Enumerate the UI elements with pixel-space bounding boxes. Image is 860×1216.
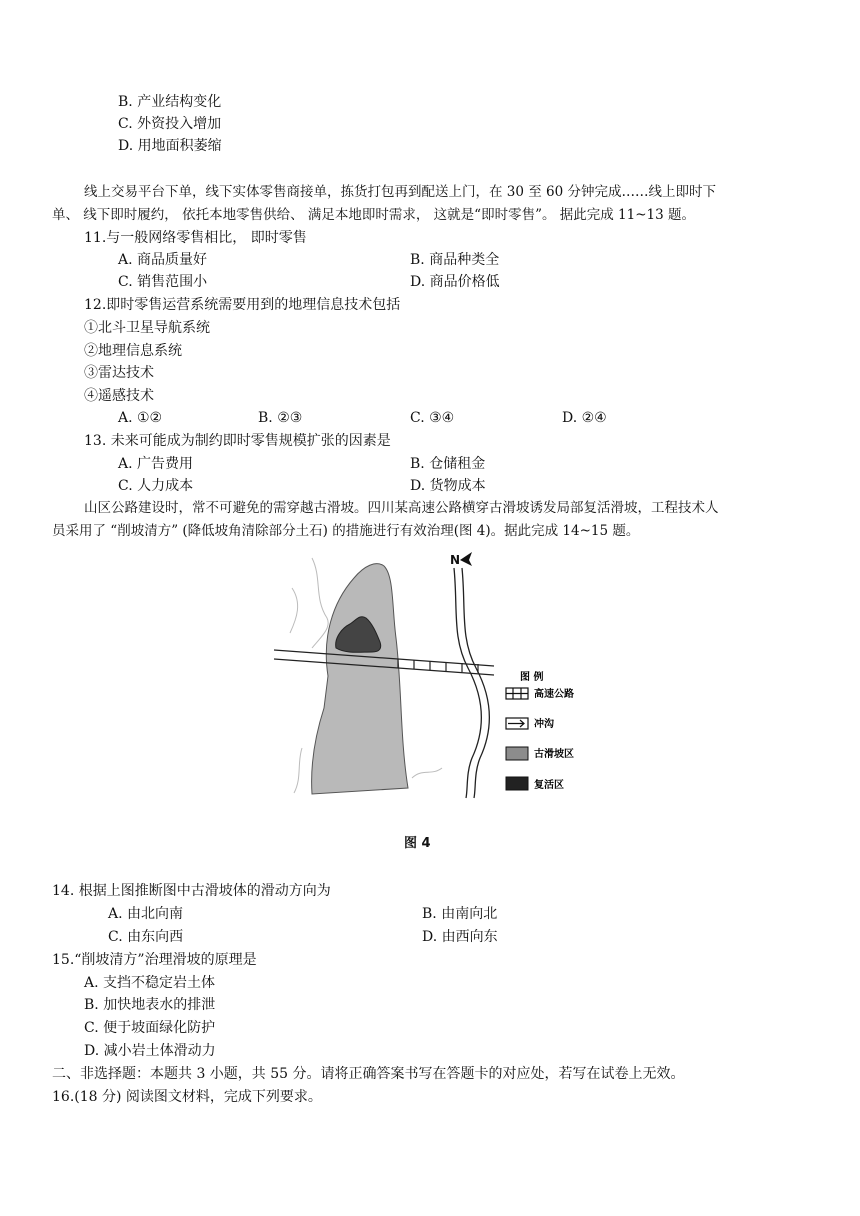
question-14-stem: 14. 根据上图推断图中古滑坡体的滑动方向为	[52, 883, 331, 899]
q13-option-d: D. 货物成本	[410, 478, 486, 494]
q15-option-b: B. 加快地表水的排泄	[84, 997, 216, 1013]
passage2-line2: 员采用了 “削坡清方” (降低坡角清除部分土石) 的措施进行有效治理(图 4)。据此完成 14~15 题。	[52, 523, 640, 539]
q15-option-a: A. 支挡不稳定岩土体	[84, 975, 216, 991]
q11-option-c: C. 销售范围小	[118, 274, 208, 290]
legend	[506, 670, 574, 791]
question-12-stem: 12.即时零售运营系统需要用到的地理信息技术包括	[84, 297, 401, 313]
old-landslide-area	[312, 564, 408, 794]
q13-option-b: B. 仓储租金	[410, 456, 486, 472]
question-11-stem: 11.与一般网络零售相比， 即时零售	[84, 230, 307, 246]
legend-title: 图 例	[520, 672, 544, 683]
figure-caption: 图 4	[404, 836, 431, 851]
legend-revived-label: 复活区	[534, 780, 564, 791]
legend-highway-label: 高速公路	[534, 689, 574, 700]
legend-highway-icon	[506, 688, 528, 699]
q15-option-d: D. 减小岩土体滑动力	[84, 1043, 216, 1059]
q13-option-c: C. 人力成本	[118, 478, 194, 494]
q15-option-c: C. 便于坡面绿化防护	[84, 1020, 216, 1036]
q12-option-a: A. ①②	[118, 410, 163, 426]
landslide-map	[272, 548, 602, 800]
legend-old-slide-swatch	[506, 747, 528, 760]
legend-revived-swatch	[506, 777, 528, 790]
section-2-heading: 二、非选择题：本题共 3 小题，共 55 分。请将正确答案书写在答题卡的对应处，若写在试卷上无效。	[52, 1066, 685, 1082]
q11-option-d: D. 商品价格低	[410, 274, 500, 290]
q14-option-d: D. 由西向东	[422, 929, 498, 945]
question-15-stem: 15.“削坡清方”治理滑坡的原理是	[52, 952, 257, 968]
q12-item-3: ③雷达技术	[84, 365, 154, 381]
legend-old-slide-label: 古滑坡区	[534, 749, 574, 760]
north-arrow-icon	[450, 552, 472, 567]
passage2-line1: 山区公路建设时，常不可避免的需穿越古滑坡。四川某高速公路横穿古滑坡诱发局部复活滑坡，工程技术人	[84, 500, 719, 516]
q12-item-2: ②地理信息系统	[84, 343, 182, 359]
passage1-line1: 线上交易平台下单，线下实体零售商接单，拣货打包再到配送上门，在 30 至 60 分钟完成……线上即时下	[84, 184, 717, 200]
legend-gully-icon	[506, 718, 528, 729]
option-b: B. 产业结构变化	[118, 94, 222, 110]
option-c: C. 外资投入增加	[118, 116, 222, 132]
q14-option-a: A. 由北向南	[108, 906, 184, 922]
q14-option-c: C. 由东向西	[108, 929, 184, 945]
q12-item-4: ④遥感技术	[84, 388, 154, 404]
landslide-map-figure	[272, 548, 602, 800]
q13-option-a: A. 广告费用	[118, 456, 194, 472]
option-d: D. 用地面积萎缩	[118, 138, 222, 154]
north-label: N	[450, 553, 461, 567]
question-16-stem: 16.(18 分) 阅读图文材料，完成下列要求。	[52, 1089, 322, 1105]
question-13-stem: 13. 未来可能成为制约即时零售规模扩张的因素是	[84, 433, 391, 449]
passage1-line2: 单、 线下即时履约， 依托本地零售供给、 满足本地即时需求， 这就是“即时零售”。 据此完成 11~13 题。	[52, 207, 696, 223]
q14-option-b: B. 由南向北	[422, 906, 498, 922]
legend-gully-label: 冲沟	[534, 719, 554, 730]
gully	[454, 568, 489, 798]
q12-option-d: D. ②④	[562, 410, 607, 426]
q12-option-b: B. ②③	[258, 410, 303, 426]
q12-option-c: C. ③④	[410, 410, 455, 426]
q12-item-1: ①北斗卫星导航系统	[84, 320, 210, 336]
q11-option-b: B. 商品种类全	[410, 252, 500, 268]
q11-option-a: A. 商品质量好	[118, 252, 208, 268]
